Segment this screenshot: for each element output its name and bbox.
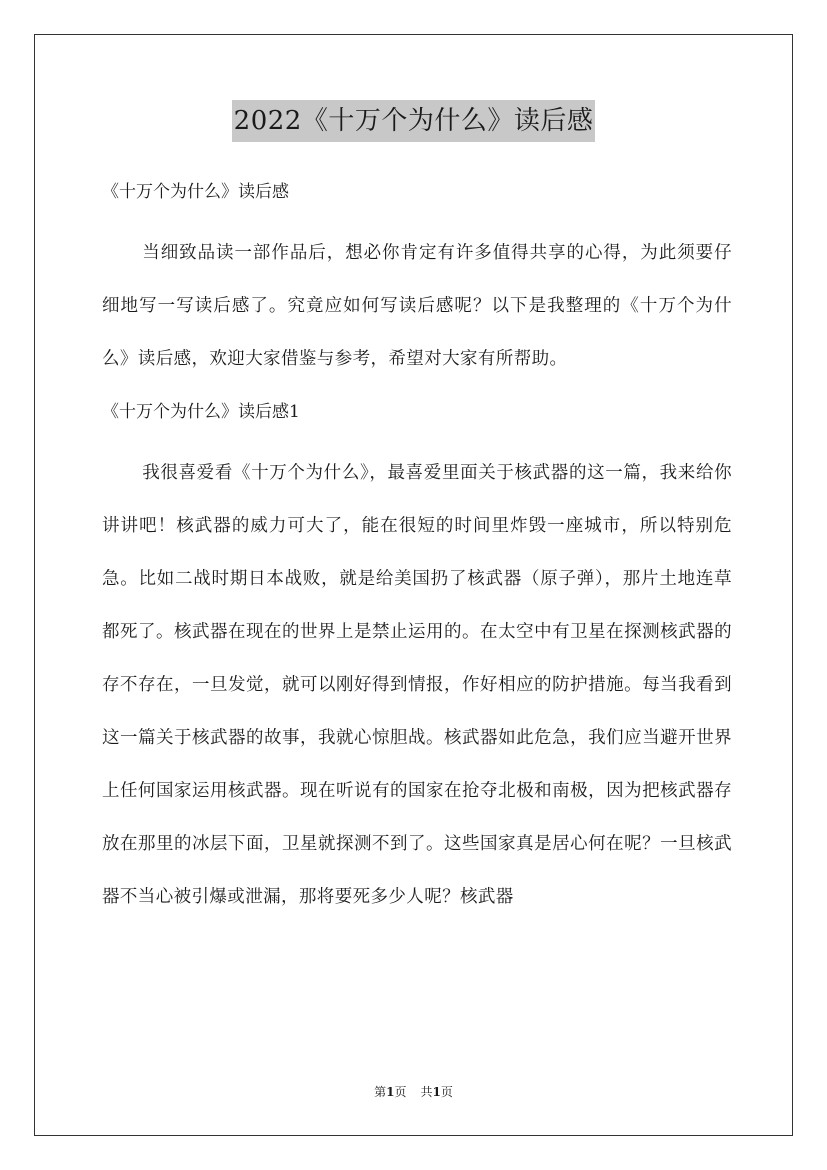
page-total-suffix: 页 bbox=[440, 1085, 453, 1099]
section-heading-1: 《十万个为什么》读后感1 bbox=[102, 402, 300, 422]
title-container bbox=[0, 100, 827, 142]
page-total: 1 bbox=[432, 1085, 441, 1099]
page-number: 1 bbox=[386, 1085, 395, 1099]
document-body bbox=[102, 174, 732, 924]
document-title: 2022《十万个为什么》读后感 bbox=[232, 100, 596, 142]
page-total-prefix: 共 bbox=[420, 1085, 433, 1099]
intro-paragraph: 当细致品读一部作品后，想必你肯定有许多值得共享的心得，为此须要仔细地写一写读后感了。究竟应如何写读后感呢？以下是我整理的《十万个为什么》读后感，欢迎大家借鉴与参考，希望对大家有所帮助。 bbox=[102, 243, 732, 369]
page-number-suffix: 页 bbox=[394, 1085, 407, 1099]
body-paragraph: 我很喜爱看《十万个为什么》，最喜爱里面关于核武器的这一篇，我来给你讲讲吧！核武器的威力可大了，能在很短的时间里炸毁一座城市，所以特别危急。比如二战时期日本战败，就是给美国扔了核武器（原子弹），那片土地连草都死了。核武器在现在的世界上是禁止运用的。在太空中有卫星在探测核武器的存不存在，一旦发觉，就可以刚好得到情报，作好相应的防护措施。每当我看到这一篇关于核武器的故事，我就心惊胆战。核武器如此危急，我们应当避开世界上任何国家运用核武器。现在听说有的国家在抢夺北极和南极，因为把核武器存放在那里的冰层下面，卫星就探测不到了。这些国家真是居心何在呢？一旦核武器不当心被引爆或泄漏，那将要死多少人呢？核武器 bbox=[102, 463, 732, 907]
page-number-prefix: 第 bbox=[374, 1085, 387, 1099]
page-footer bbox=[0, 1083, 827, 1100]
section-heading: 《十万个为什么》读后感 bbox=[102, 182, 289, 202]
